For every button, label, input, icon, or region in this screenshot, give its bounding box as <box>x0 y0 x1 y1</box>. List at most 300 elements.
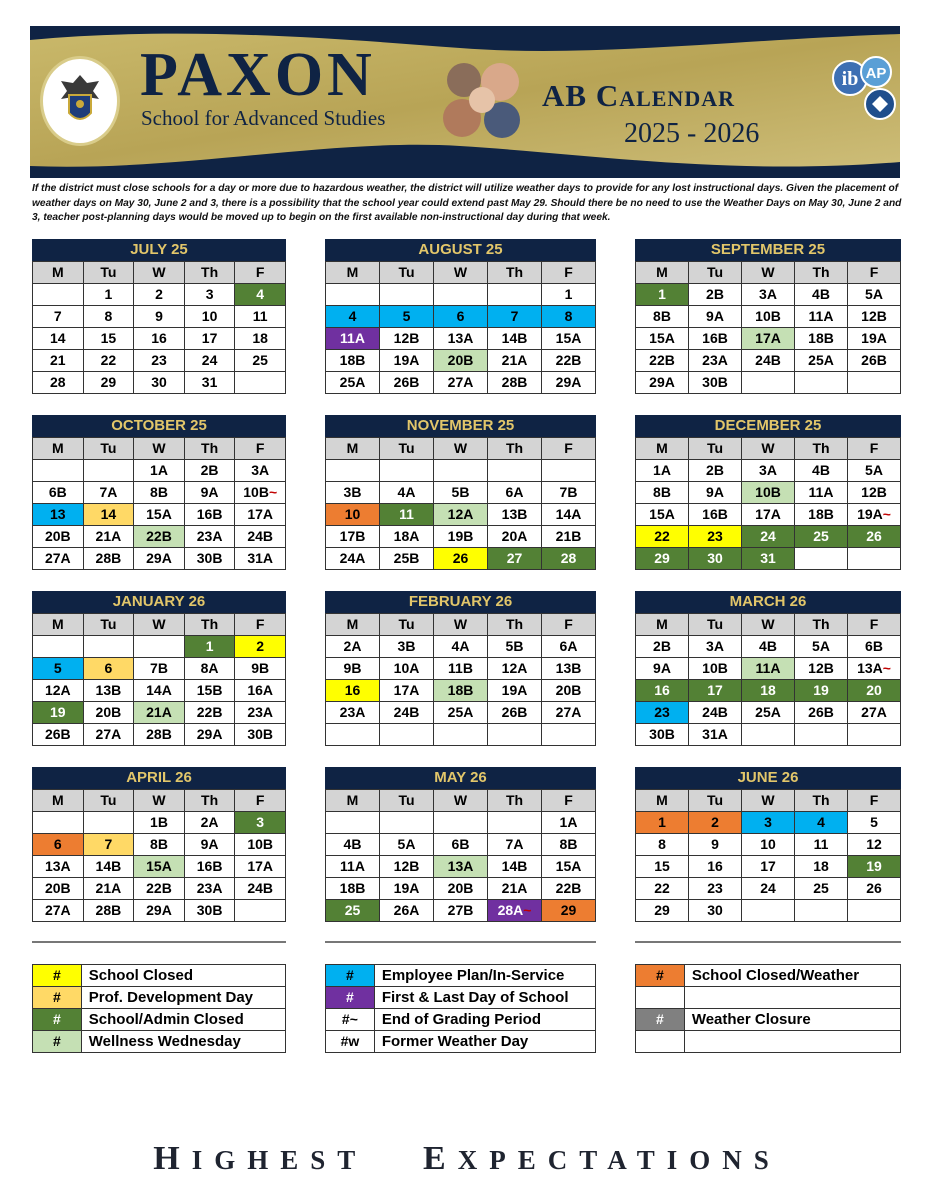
day-cell <box>488 724 542 746</box>
day-label: 4B <box>759 638 777 654</box>
day-label: 22B <box>146 880 172 896</box>
day-cell <box>542 504 596 526</box>
day-label: 30 <box>151 374 167 390</box>
day-label: 21B <box>555 528 582 544</box>
day-cell <box>542 900 596 922</box>
weekday-header: W <box>134 614 185 636</box>
day-cell <box>742 350 795 372</box>
legend-table <box>32 964 286 1053</box>
day-cell <box>689 526 742 548</box>
day-label: 23 <box>654 704 670 720</box>
day-cell <box>542 724 596 746</box>
day-cell <box>488 504 542 526</box>
weekday-header: Th <box>488 262 542 284</box>
month-grid <box>325 613 596 746</box>
day-cell <box>689 724 742 746</box>
legend-table <box>635 964 901 1053</box>
weekday-header: Th <box>185 438 236 460</box>
weekday-header: F <box>848 438 901 460</box>
day-label: 6B <box>865 638 883 654</box>
tagline: HIGHEST EXPECTATIONS <box>153 1140 781 1177</box>
day-label: 16B <box>702 330 728 346</box>
weekday-header: M <box>636 790 689 812</box>
day-label: 15A <box>146 858 172 874</box>
day-cell <box>795 878 848 900</box>
day-cell <box>542 878 596 900</box>
day-label: 27A <box>44 550 71 566</box>
legend-label: Former Weather Day <box>375 1031 596 1053</box>
day-label: 23 <box>707 528 723 544</box>
day-label: 8B <box>653 484 671 500</box>
day-cell <box>542 548 596 570</box>
day-cell <box>326 724 380 746</box>
day-cell <box>84 526 135 548</box>
month-calendar <box>32 767 286 922</box>
day-cell <box>434 834 488 856</box>
day-cell <box>235 878 286 900</box>
day-cell <box>33 350 84 372</box>
day-label: 9B <box>251 660 270 676</box>
day-label: 17A <box>247 858 274 874</box>
day-label: 27A <box>447 374 474 390</box>
day-cell <box>185 680 236 702</box>
day-cell <box>33 878 84 900</box>
day-cell <box>235 482 286 504</box>
day-label: 23A <box>196 528 223 544</box>
day-label: 23A <box>339 704 366 720</box>
weather-days-notice: If the district must close schools for a day or more due to hazardous weather, the district will utilize weather days to provide for any lost instructional days. Given the placement of weather days on May 30, June 2 and 3, there is a possibility that the school year could extend past May 29. Should there be no need to use the Weather Days on May 30, June 2 and 3, teacher post-planning days would be moved up to begin on the first available non-instructional day during that week. <box>32 183 902 223</box>
day-cell <box>84 900 135 922</box>
weekday-header: Th <box>795 262 848 284</box>
weekday-header: Th <box>795 614 848 636</box>
day-cell <box>434 636 488 658</box>
day-cell <box>689 878 742 900</box>
day-label: 2 <box>155 286 163 302</box>
day-cell <box>689 900 742 922</box>
day-cell <box>795 636 848 658</box>
day-cell <box>636 636 689 658</box>
day-cell <box>488 856 542 878</box>
month-title: MARCH 26 <box>635 591 901 613</box>
day-label: 5B <box>505 638 524 654</box>
month-grid <box>325 789 596 922</box>
month-title: DECEMBER 25 <box>635 415 901 437</box>
day-cell <box>33 482 84 504</box>
day-cell <box>795 702 848 724</box>
day-cell <box>636 328 689 350</box>
month-calendar <box>635 239 901 394</box>
day-label: 29 <box>100 374 117 390</box>
day-label: 14B <box>95 858 122 874</box>
legend-swatch <box>636 987 685 1009</box>
day-label: 15A <box>146 506 172 522</box>
day-cell <box>742 504 795 526</box>
day-label: 11 <box>813 836 829 852</box>
day-cell <box>742 372 795 394</box>
day-label: 16 <box>344 682 361 698</box>
day-label: 30B <box>247 726 274 742</box>
day-label: 9 <box>155 308 163 324</box>
day-cell <box>185 636 236 658</box>
month-grid <box>325 261 596 394</box>
weekday-header: F <box>235 790 286 812</box>
weekday-header: M <box>636 614 689 636</box>
day-label: 8B <box>653 308 671 324</box>
day-cell <box>134 724 185 746</box>
day-cell <box>636 702 689 724</box>
day-cell <box>742 548 795 570</box>
day-cell <box>848 504 901 526</box>
day-cell <box>848 702 901 724</box>
weekday-header: Th <box>488 438 542 460</box>
day-cell <box>742 856 795 878</box>
day-label: 20B <box>44 528 71 544</box>
day-label: 17B <box>339 528 366 544</box>
day-cell <box>689 328 742 350</box>
day-label: 31A <box>247 550 274 566</box>
day-label: 13A <box>44 858 71 874</box>
day-label: 3A <box>251 462 270 478</box>
weekday-header: Th <box>185 790 236 812</box>
day-cell <box>134 680 185 702</box>
day-cell <box>542 834 596 856</box>
day-cell <box>134 526 185 548</box>
day-cell <box>235 350 286 372</box>
day-cell <box>235 460 286 482</box>
student-photos-collage <box>438 60 528 142</box>
day-cell <box>795 306 848 328</box>
day-cell <box>848 350 901 372</box>
day-cell <box>235 526 286 548</box>
day-cell <box>542 482 596 504</box>
day-label: 1A <box>150 462 168 478</box>
day-label: 6B <box>451 836 470 852</box>
day-label: 14 <box>100 506 117 522</box>
weekday-header: M <box>326 262 380 284</box>
weekday-header: F <box>542 262 596 284</box>
day-label: 17A <box>393 682 420 698</box>
day-cell <box>795 834 848 856</box>
day-cell <box>742 834 795 856</box>
day-cell <box>134 900 185 922</box>
day-cell <box>434 548 488 570</box>
day-cell <box>795 724 848 746</box>
day-label: 1 <box>658 814 666 830</box>
day-label: 27A <box>44 902 71 918</box>
grading-period-marker: ~ <box>882 506 891 522</box>
month-grid <box>635 613 901 746</box>
month-grid <box>635 789 901 922</box>
weekday-header: Tu <box>689 614 742 636</box>
day-cell <box>134 812 185 834</box>
day-cell <box>795 658 848 680</box>
day-label: 2 <box>256 638 265 654</box>
day-cell <box>84 878 135 900</box>
day-cell <box>380 878 434 900</box>
day-cell <box>488 636 542 658</box>
legend-row <box>636 1031 901 1053</box>
day-label: 27A <box>95 726 122 742</box>
day-cell <box>689 680 742 702</box>
day-cell <box>33 460 84 482</box>
day-cell <box>235 680 286 702</box>
day-cell <box>795 680 848 702</box>
weekday-header: F <box>542 790 596 812</box>
day-cell <box>380 460 434 482</box>
day-label: 10B <box>702 660 728 676</box>
day-cell <box>636 526 689 548</box>
day-label: 24 <box>760 528 776 544</box>
day-label: 22B <box>555 880 582 896</box>
day-cell <box>33 856 84 878</box>
day-label: 7B <box>559 484 578 500</box>
divider-left <box>32 941 286 943</box>
day-label: 27B <box>447 902 474 918</box>
day-cell <box>326 372 380 394</box>
weekday-header: Tu <box>689 790 742 812</box>
day-label: 24 <box>760 880 776 896</box>
day-cell <box>185 460 236 482</box>
day-cell <box>636 658 689 680</box>
day-label: 12B <box>861 484 887 500</box>
legend-label <box>685 1031 901 1053</box>
day-cell <box>488 350 542 372</box>
day-label: 20B <box>95 704 122 720</box>
month-title: SEPTEMBER 25 <box>635 239 901 261</box>
day-label: 2B <box>200 462 219 478</box>
month-title: MAY 26 <box>325 767 596 789</box>
day-cell <box>326 460 380 482</box>
day-cell <box>488 658 542 680</box>
day-cell <box>636 812 689 834</box>
day-label: 1 <box>104 286 113 302</box>
day-cell <box>185 724 236 746</box>
day-cell <box>848 372 901 394</box>
day-label: 29A <box>555 374 582 390</box>
day-cell <box>689 306 742 328</box>
day-label: 1A <box>653 462 671 478</box>
legend-swatch: # <box>326 987 375 1009</box>
day-cell <box>235 328 286 350</box>
day-cell <box>434 856 488 878</box>
day-label: 31 <box>201 374 218 390</box>
day-label: 11B <box>448 660 473 676</box>
day-cell <box>134 548 185 570</box>
day-label: 24 <box>201 352 218 368</box>
day-label: 2A <box>343 638 362 654</box>
weekday-header: Th <box>795 438 848 460</box>
day-label: 8 <box>104 308 113 324</box>
day-cell <box>326 812 380 834</box>
day-label: 25 <box>813 880 829 896</box>
day-label: 22 <box>654 528 670 544</box>
day-cell <box>326 548 380 570</box>
day-cell <box>848 680 901 702</box>
day-label: 3 <box>256 814 265 830</box>
day-label: 25B <box>393 550 420 566</box>
day-label: 26B <box>808 704 834 720</box>
day-label: 31 <box>760 550 776 566</box>
legend-label: School/Admin Closed <box>82 1009 286 1031</box>
day-label: 15B <box>196 682 223 698</box>
month-grid <box>635 437 901 570</box>
weekday-header: Th <box>795 790 848 812</box>
day-cell <box>326 702 380 724</box>
legend-label: Employee Plan/In-Service <box>375 965 596 987</box>
day-cell <box>689 636 742 658</box>
day-cell <box>689 350 742 372</box>
legend-swatch: # <box>636 1009 685 1031</box>
day-label: 3 <box>764 814 772 830</box>
legend-label: End of Grading Period <box>375 1009 596 1031</box>
day-label: 9A <box>200 836 219 852</box>
day-cell <box>134 284 185 306</box>
day-label: 4A <box>397 484 416 500</box>
day-cell <box>488 834 542 856</box>
weekday-header: W <box>742 438 795 460</box>
day-cell <box>636 504 689 526</box>
legend-swatch: #w <box>326 1031 375 1053</box>
day-cell <box>134 658 185 680</box>
day-cell <box>326 504 380 526</box>
day-cell <box>380 658 434 680</box>
day-cell <box>185 504 236 526</box>
day-label: 14A <box>146 682 172 698</box>
day-cell <box>636 834 689 856</box>
day-label: 27A <box>861 704 887 720</box>
day-cell <box>185 812 236 834</box>
day-label: 17 <box>201 330 218 346</box>
day-cell <box>134 636 185 658</box>
day-label: 23 <box>707 880 723 896</box>
day-label: 16B <box>196 858 223 874</box>
month-calendar <box>325 239 596 394</box>
day-cell <box>326 284 380 306</box>
day-label: 14 <box>50 330 66 346</box>
day-cell <box>742 900 795 922</box>
day-label: 9A <box>200 484 219 500</box>
day-cell <box>636 724 689 746</box>
day-label: 15 <box>100 330 117 346</box>
day-cell <box>434 724 488 746</box>
weekday-header: Th <box>185 262 236 284</box>
month-grid <box>325 437 596 570</box>
month-title: JULY 25 <box>32 239 286 261</box>
day-label: 19A <box>501 682 528 698</box>
legend-swatch: # <box>33 987 82 1009</box>
day-cell <box>185 856 236 878</box>
day-cell <box>235 834 286 856</box>
day-cell <box>326 350 380 372</box>
day-label: 26B <box>393 374 420 390</box>
day-cell <box>542 328 596 350</box>
day-cell <box>134 328 185 350</box>
weekday-header: W <box>434 438 488 460</box>
day-label: 18 <box>252 330 268 346</box>
day-cell <box>636 460 689 482</box>
day-label: 21A <box>501 880 528 896</box>
day-cell <box>33 636 84 658</box>
day-label: 25 <box>813 528 829 544</box>
day-label: 13A <box>447 330 474 346</box>
weekday-header: F <box>542 614 596 636</box>
day-cell <box>742 306 795 328</box>
legend-row <box>636 987 901 1009</box>
day-cell <box>33 372 84 394</box>
day-label: 19A <box>393 352 420 368</box>
day-cell <box>33 724 84 746</box>
day-label: 7 <box>53 308 62 324</box>
day-label: 19A <box>857 506 883 522</box>
day-label: 31A <box>702 726 728 742</box>
day-cell <box>848 724 901 746</box>
day-cell <box>84 504 135 526</box>
day-cell <box>795 460 848 482</box>
day-cell <box>33 306 84 328</box>
day-label: 16 <box>151 330 167 346</box>
day-label: 12A <box>447 506 474 522</box>
weekday-header: F <box>235 438 286 460</box>
day-cell <box>488 702 542 724</box>
day-cell <box>542 526 596 548</box>
day-label: 12B <box>808 660 834 676</box>
day-cell <box>235 504 286 526</box>
day-label: 16B <box>196 506 223 522</box>
day-cell <box>185 834 236 856</box>
day-label: 28 <box>560 550 577 566</box>
day-cell <box>235 724 286 746</box>
day-cell <box>326 306 380 328</box>
day-label: 21A <box>146 704 172 720</box>
day-cell <box>434 900 488 922</box>
day-label: 24A <box>339 550 366 566</box>
day-label: 4 <box>817 814 825 830</box>
calendar-years: 2025 - 2026 <box>624 118 760 149</box>
day-cell <box>434 350 488 372</box>
day-cell <box>636 680 689 702</box>
day-cell <box>848 834 901 856</box>
legend-swatch: # <box>636 965 685 987</box>
grading-period-marker: ~ <box>523 902 532 918</box>
day-cell <box>488 878 542 900</box>
weekday-header: W <box>742 262 795 284</box>
day-cell <box>380 812 434 834</box>
day-label: 7A <box>505 836 524 852</box>
day-cell <box>742 680 795 702</box>
day-label: 20A <box>501 528 528 544</box>
day-cell <box>185 306 236 328</box>
day-cell <box>185 878 236 900</box>
day-cell <box>380 680 434 702</box>
day-label: 29A <box>146 902 172 918</box>
day-label: 5A <box>397 836 416 852</box>
day-label: 1A <box>559 814 578 830</box>
day-cell <box>848 548 901 570</box>
day-cell <box>326 680 380 702</box>
day-label: 18 <box>813 858 829 874</box>
day-cell <box>795 900 848 922</box>
month-title: FEBRUARY 26 <box>325 591 596 613</box>
day-label: 18B <box>339 880 366 896</box>
day-label: 13B <box>501 506 528 522</box>
day-label: 2B <box>653 638 671 654</box>
day-cell <box>542 372 596 394</box>
school-crest-logo <box>40 56 120 146</box>
day-label: 2A <box>200 814 219 830</box>
day-cell <box>434 482 488 504</box>
day-cell <box>636 482 689 504</box>
day-cell <box>848 482 901 504</box>
